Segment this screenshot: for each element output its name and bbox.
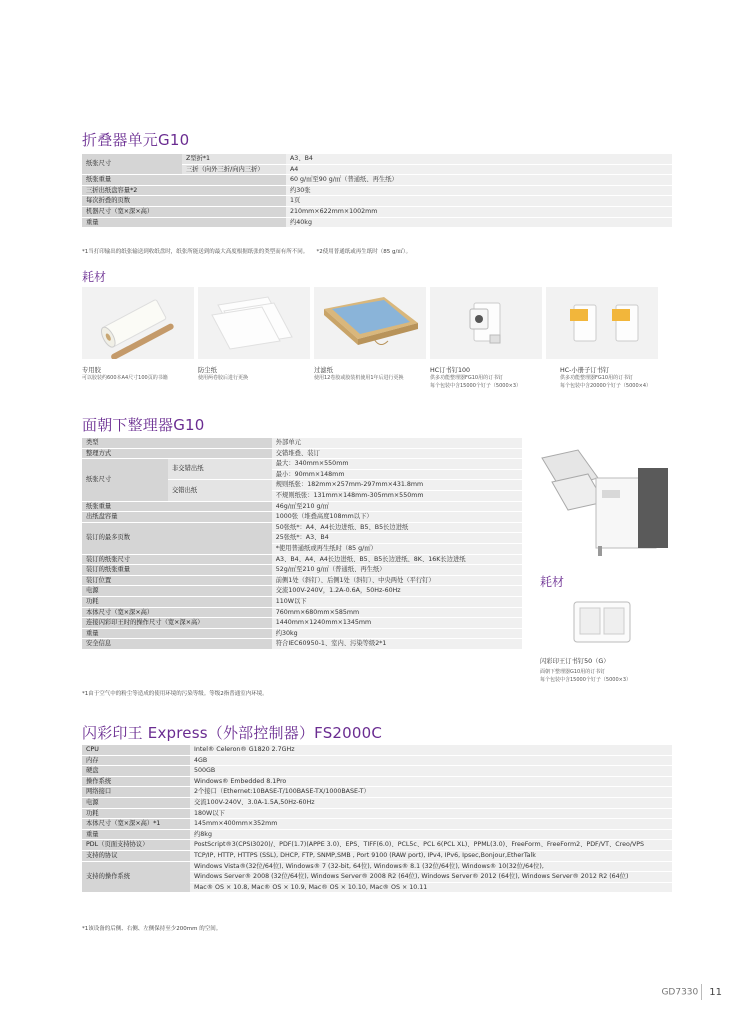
spec-value: 4GB — [190, 755, 672, 766]
consumable-desc: 使用两卷胶后进行更换 — [198, 375, 249, 381]
folder-footnote: *1当打印输出的纸张输送到收纸盘时，纸张所能送到的最大高度根据纸张的类型而有所不同。 *2使用普通纸或再生纸时（85 g/㎡）。 — [82, 249, 412, 255]
spec-key: 重量 — [82, 628, 272, 639]
spec-key: 装订的最多页数 — [82, 522, 272, 554]
spec-key: 纸张尺寸 — [82, 459, 168, 501]
page-number: 11 — [709, 986, 722, 998]
spec-key: 安全信息 — [82, 639, 272, 650]
spec-key: PDL（页面支持协议） — [82, 840, 190, 851]
spec-value: TCP/IP, HTTP, HTTPS (SSL), DHCP, FTP, SNMP,SMB , Port 9100 (RAW port), IPv4, IPv6, Ipsec,Bonjour,EtherTalk — [190, 850, 672, 861]
consumable-name: 专用胶 — [82, 367, 101, 374]
spec-key: 纸张重量 — [82, 175, 286, 186]
spec-key: 装订的纸张重量 — [82, 565, 272, 576]
spec-value: 约8kg — [190, 829, 672, 840]
spec-value: 不规则纸张：131mm×148mm-305mm×550mm — [272, 490, 522, 501]
consumable-image-dust-paper — [198, 287, 310, 359]
footer-divider — [701, 984, 702, 1000]
consumable-image-booklet-staple — [546, 287, 658, 359]
spec-value: A3、B4 — [286, 154, 672, 164]
spec-subkey: 非交错出纸 — [168, 459, 272, 480]
spec-key: 出纸盘容量 — [82, 512, 272, 523]
finisher-consumable-name: 闪彩印王订书钉50（G） — [540, 658, 610, 665]
consumable-desc: 每个包装中含15000个钉子（5000×3） — [430, 383, 522, 389]
finisher-consumables-title: 耗材 — [540, 575, 565, 589]
spec-value: 符合IEC60950-1、室内、污染等级2*1 — [272, 639, 522, 650]
consumable-name: HC订书钉100 — [430, 367, 471, 374]
consumable-desc: 供多功能整理器FG10用的订书钉 — [560, 375, 634, 381]
staple-cartridge-image — [560, 592, 650, 652]
folder-spec-table — [82, 154, 672, 228]
spec-value: Windows Server® 2008 (32位/64位), Windows Server® 2008 R2 (64位), Windows Server® 2012 (64位), Windows Server® 2012 R2 (64位) — [190, 872, 672, 883]
spec-value: 交流100V-240V、3.0A-1.5A,50Hz-60Hz — [190, 797, 672, 808]
spec-value: 规则纸张：182mm×257mm-297mm×431.8mm — [272, 480, 522, 491]
consumable-image-glue — [82, 287, 194, 359]
spec-value: 180W以下 — [190, 808, 672, 819]
consumable-name: HC-小册子订书钉 — [560, 367, 610, 374]
spec-key: 类型 — [82, 438, 272, 448]
finisher-footnote: *1由于空气中的粉尘等造成的使用环境的污染等级。等级2指普通室内环境。 — [82, 691, 268, 697]
consumable-name: 过滤纸 — [314, 367, 333, 374]
spec-value: 50张纸*：A4、A4长边进纸、B5、B5长边进纸 — [272, 522, 522, 533]
finisher-consumable-desc: 面朝下整理器G10用的订书钉 — [540, 669, 606, 675]
spec-subkey: 交错出纸 — [168, 480, 272, 501]
spec-key: 本体尺寸（宽×深×高）*1 — [82, 819, 190, 830]
spec-value: 外部单元 — [272, 438, 522, 448]
spec-value: 145mm×400mm×352mm — [190, 819, 672, 830]
section-title-finisher: 面朝下整理器G10 — [82, 416, 205, 434]
spec-key: 内存 — [82, 755, 190, 766]
spec-key: 每次折叠的页数 — [82, 196, 286, 207]
spec-key: 机器尺寸（宽×深×高） — [82, 206, 286, 217]
spec-key: 硬盘 — [82, 766, 190, 777]
spec-key: 纸张重量 — [82, 501, 272, 512]
spec-value: 约40kg — [286, 217, 672, 228]
spec-value: 交流100V-240V，1.2A-0.6A，50Hz-60Hz — [272, 586, 522, 597]
spec-value: *使用普通纸或再生纸时（85 g/㎡） — [272, 543, 522, 554]
spec-value: 52g/㎡至210 g/㎡（普通纸、再生纸） — [272, 565, 522, 576]
consumable-desc: 每个包装中含20000个钉子（5000×4） — [560, 383, 652, 389]
spec-key: 重量 — [82, 217, 286, 228]
consumable-image-hc-staple — [430, 287, 542, 359]
spec-value: 110W以下 — [272, 596, 522, 607]
spec-value: Intel® Celeron® G1820 2.7GHz — [190, 745, 672, 755]
spec-key: 三折出纸盘容量*2 — [82, 185, 286, 196]
spec-key: 本体尺寸（宽×深×高） — [82, 607, 272, 618]
model-label: GD7330 — [661, 987, 699, 998]
spec-value: 最大：340mm×550mm — [272, 459, 522, 470]
spec-value: 60 g/㎡至90 g/㎡（普通纸、再生纸） — [286, 175, 672, 186]
spec-value: 760mm×680mm×585mm — [272, 607, 522, 618]
spec-key: 网络接口 — [82, 787, 190, 798]
section-title-controller: 闪彩印王 Express（外部控制器）FS2000C — [82, 724, 383, 742]
spec-key: 支持的协议 — [82, 850, 190, 861]
spec-value: 约30张 — [286, 185, 672, 196]
spec-value: Windows® Embedded 8.1Pro — [190, 776, 672, 787]
controller-spec-table — [82, 745, 672, 893]
spec-value: A3、B4、A4、A4长边进纸、B5、B5长边进纸、8K、16K长边进纸 — [272, 554, 522, 565]
consumable-name: 防尘纸 — [198, 367, 217, 374]
spec-value: 最小：90mm×148mm — [272, 469, 522, 480]
page-footer — [661, 984, 722, 1000]
finisher-consumable-desc: 每个包装中含15000个钉子（5000×3） — [540, 677, 632, 683]
spec-value: 交错堆叠、装订 — [272, 448, 522, 459]
spec-value: 2个接口（Ethernet:10BASE-T/100BASE-TX/1000BASE-T） — [190, 787, 672, 798]
controller-footnote: *1该设备的后侧、右侧、左侧保持至少200mm 的空间。 — [82, 926, 222, 932]
finisher-spec-table — [82, 438, 522, 650]
spec-key: 功耗 — [82, 808, 190, 819]
spec-value: 1440mm×1240mm×1345mm — [272, 618, 522, 629]
spec-key: 功耗 — [82, 596, 272, 607]
spec-value: PostScript®3(CPSI3020)/、PDF(1.7)(APPE 3.0)、EPS、TIFF(6.0)、PCL5c、PCL 6(PCL XL)、PPML(3.0)、FreeForm、FreeForm2、PDF/VT、Creo/VPS — [190, 840, 672, 851]
spec-value: A4 — [286, 164, 672, 175]
spec-value: 1000张（堆叠高度108mm以下） — [272, 512, 522, 523]
spec-key: 装订的纸张尺寸 — [82, 554, 272, 565]
spec-subkey: 三折（向外三折/向内三折） — [182, 164, 286, 175]
section-title-folder: 折叠器单元G10 — [82, 131, 190, 149]
consumable-image-filter-paper — [314, 287, 426, 359]
spec-key: 操作系统 — [82, 776, 190, 787]
spec-value: 前侧1处（斜钉）、后侧1处（斜钉）、中央两处（平行钉） — [272, 575, 522, 586]
spec-key: 支持的操作系统 — [82, 861, 190, 893]
spec-value: 500GB — [190, 766, 672, 777]
spec-key: 电源 — [82, 797, 190, 808]
spec-value: 25张纸*：A3、B4 — [272, 533, 522, 544]
spec-value: 46g/㎡至210 g/㎡ — [272, 501, 522, 512]
spec-key: 装订位置 — [82, 575, 272, 586]
spec-key: 连接闪彩印王时的操作尺寸（宽×深×高） — [82, 618, 272, 629]
spec-key: 电源 — [82, 586, 272, 597]
spec-key: 整理方式 — [82, 448, 272, 459]
spec-key: 重量 — [82, 829, 190, 840]
consumable-desc: 可以胶装约600本A4尺寸100页的书籍 — [82, 375, 168, 381]
spec-key: 纸张尺寸 — [82, 154, 182, 175]
consumables-title: 耗材 — [82, 270, 107, 284]
consumable-desc: 供多功能整理器FG10用的订书钉 — [430, 375, 504, 381]
spec-subkey: Z型折*1 — [182, 154, 286, 164]
spec-value: 约30kg — [272, 628, 522, 639]
finisher-machine-image — [538, 438, 668, 558]
spec-value: 210mm×622mm×1002mm — [286, 206, 672, 217]
consumable-desc: 使用12卷胶或胶装机使用1年后进行更换 — [314, 375, 404, 381]
spec-value: Mac® OS × 10.8, Mac® OS × 10.9, Mac® OS × 10.10, Mac® OS × 10.11 — [190, 882, 672, 893]
spec-key: CPU — [82, 745, 190, 755]
spec-value: Windows Vista®(32位/64位), Windows® 7 (32-bit, 64位), Windows® 8.1 (32位/64位), Windows® 10(32位/64位), — [190, 861, 672, 872]
spec-value: 1页 — [286, 196, 672, 207]
